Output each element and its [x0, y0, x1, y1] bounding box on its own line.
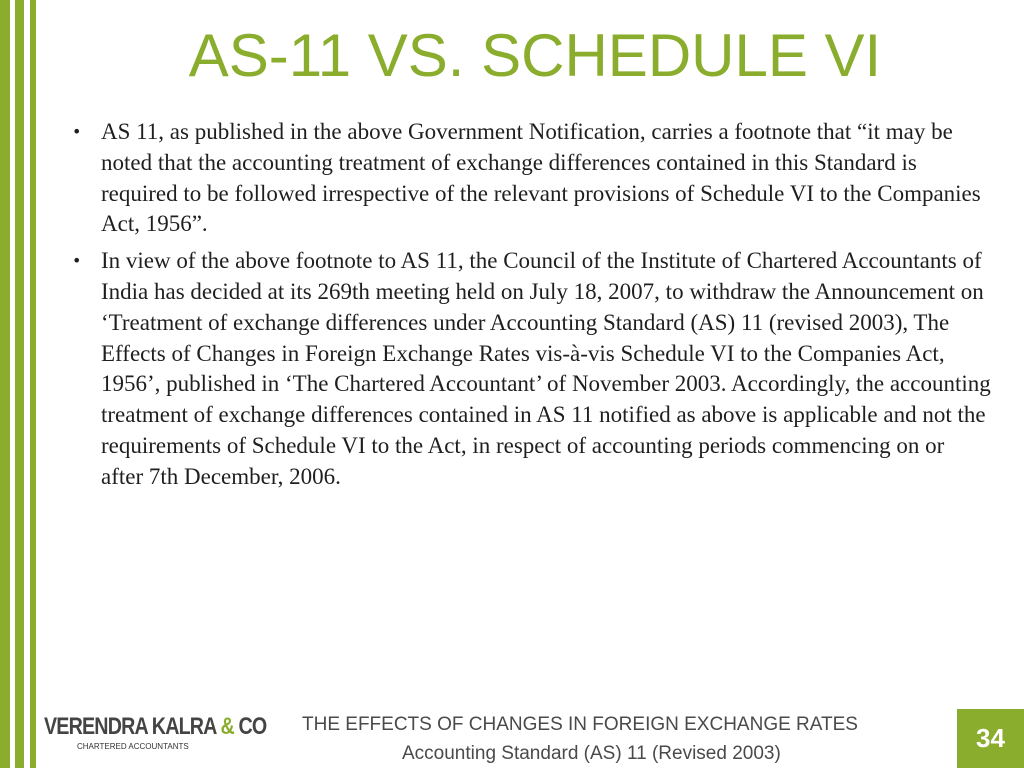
page-number: 34 [976, 723, 1005, 753]
footer-line-1: THE EFFECTS OF CHANGES IN FOREIGN EXCHANGE RATES [302, 714, 858, 735]
footer-caption [290, 710, 910, 768]
bullet-text: In view of the above footnote to AS 11, the Council of the Institute of Chartered Accountants of India has decided at its 269th meeting held on July 18, 2007, to withdraw the Announcement on ‘Treatment of exchange differences under Accounting Standard (AS) 11 (revised 2003), The Effects of Changes in Foreign Exchange Rates vis-à-vis Schedule VI to the Companies Act, 1956’, published in ‘The Chartered Accountant’ of November 2003. Accordingly, the accounting treatment of exchange differences contained in AS 11 notified as above is applicable and not the requirements of Schedule VI to the Act, in respect of accounting periods commencing on or after 7th December, 2006. [101, 248, 991, 489]
left-stripe [0, 0, 10, 768]
slide-title: AS-11 VS. SCHEDULE VI [188, 22, 882, 89]
left-stripe [15, 0, 24, 768]
logo-tagline: CHARTERED ACCOUNTANTS [77, 742, 189, 751]
bullet-text: AS 11, as published in the above Government Notification, carries a footnote that “it may be noted that the accounting treatment of exchange differences contained in this Standard is required to be followed irrespective of the relevant provisions of Schedule VI to the Companies Act, 1956”. [101, 119, 981, 237]
logo-wordmark [44, 712, 267, 742]
footer-line-2: Accounting Standard (AS) 11 (Revised 2003) [402, 743, 781, 764]
logo-co: CO [238, 713, 267, 740]
page-number-badge [957, 709, 1024, 768]
bullet-item [72, 246, 992, 492]
company-logo [44, 712, 267, 762]
bullet-icon: • [72, 122, 82, 141]
logo-name: VERENDRA KALRA [44, 713, 216, 740]
bullet-item [72, 117, 992, 240]
logo-ampersand: & [220, 713, 234, 740]
left-stripe [30, 0, 36, 768]
bullet-icon: • [72, 251, 82, 271]
bullet-list [72, 117, 992, 499]
